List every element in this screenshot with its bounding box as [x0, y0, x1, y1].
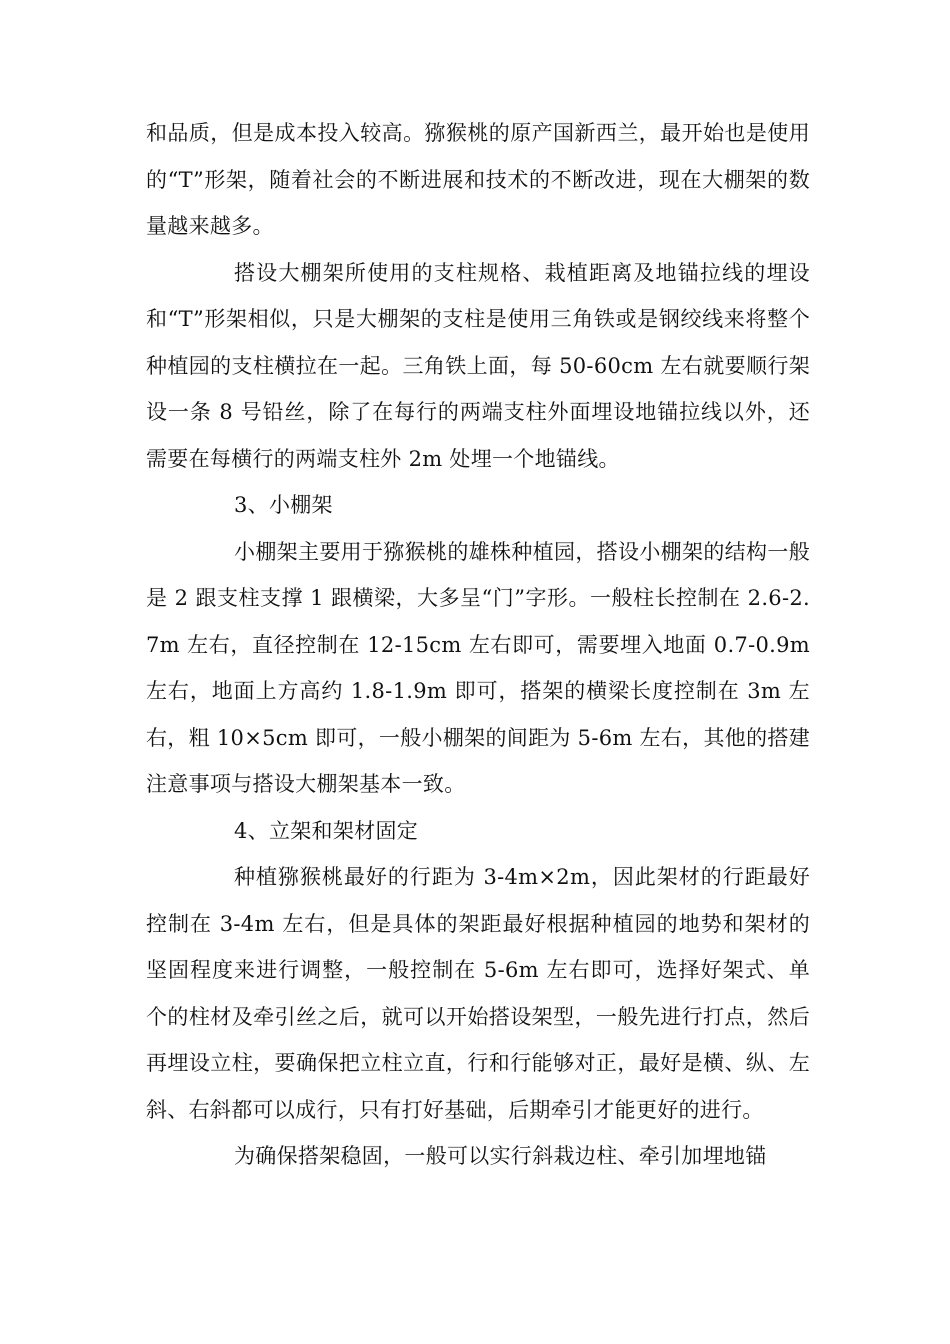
- paragraph-small-trellis: 小棚架主要用于猕猴桃的雄株种植园，搭设小棚架的结构一般是 2 跟支柱支撑 1 跟横梁，大多呈“门”字形。一般柱长控制在 2.6-2.7m 左右，直径控制在 12-15cm 左右即可，需要埋入地面 0.7-0.9m 左右，地面上方高约 1.8-1.9m 即可，搭架的横梁长度控制在 3m 左右，粗 10×5cm 即可，一般小棚架的间距为 5-6m 左右，其他的搭建注意事项与搭设大棚架基本一致。: [146, 539, 810, 796]
- paragraph-continuation: 和品质，但是成本投入较高。猕猴桃的原产国新西兰，最开始也是使用的“T”形架，随着社会的不断进展和技术的不断改进，现在大棚架的数量越来越多。: [146, 121, 810, 238]
- paragraph-frame-fixing: 种植猕猴桃最好的行距为 3-4m×2m，因此架材的行距最好控制在 3-4m 左右，但是具体的架距最好根据种植园的地势和架材的坚固程度来进行调整，一般控制在 5-6m 左右即可，选择好架式、单个的柱材及牵引丝之后，就可以开始搭设架型，一般先进行打点，然后再埋设立柱，要确保把立柱立直，行和行能够对正，最好是横、纵、左斜、右斜都可以成行，只有打好基础，后期牵引才能更好的进行。: [146, 865, 810, 1122]
- section-heading-frame-fixing: 4、立架和架材固定: [234, 818, 419, 843]
- paragraph-big-trellis: 搭设大棚架所使用的支柱规格、栽植距离及地锚拉线的埋设和“T”形架相似，只是大棚架的支柱是使用三角铁或是钢绞线来将整个种植园的支柱横拉在一起。三角铁上面，每 50-60cm 左右就要顺行架设一条 8 号铅丝，除了在每行的两端支柱外面埋设地锚拉线以外，还需要在每横行的两端支柱外 2m 处埋一个地锚线。: [146, 260, 810, 471]
- document-body: [146, 110, 810, 1180]
- section-heading-small-trellis: 3、小棚架: [234, 493, 333, 517]
- paragraph-stability: 为确保搭架稳固，一般可以实行斜栽边柱、牵引加埋地锚: [234, 1144, 767, 1168]
